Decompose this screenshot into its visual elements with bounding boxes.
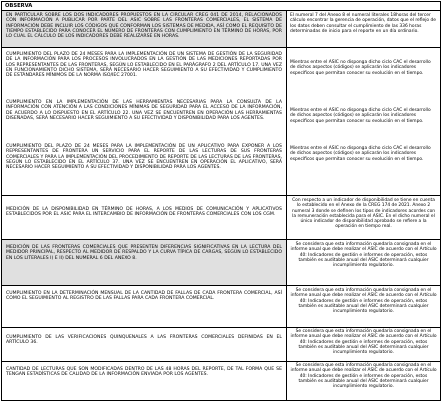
table-row [2, 100, 440, 144]
observation-text: Mientras entre el ASIC no disponga dicho ciclo CAC el desarrollo de dichos aspectos (códigos) se aplicarán los indicadores específicos que permitan conocer su evolución en el tiempo. [290, 60, 431, 76]
table-row [2, 328, 440, 362]
condition-text: CUMPLIMIENTO DEL PLAZO DE 24 MESES PARA LA IMPLEMENTACIÓN DE UN APLICATIVO PARA EXPONER A LOS REPRESENTANTES DE FRONTERA UN SERVICIO PARA EL REPORTE DE LAS LECTURAS DE SUS FRONTERAS COMERCIALES Y PARA LA IMPLEMENTACIÓN DEL PROCEDIMIENTO DE REPORTE DE LAS LECTURAS DE LAS FRONTERAS, SEGÚN LO ESTABLECIDO EN EL ARTÍCULO 37. UNA VEZ SE ENCUENTREN EN OPERACIÓN EL APLICATIVO, SERÁ NECESARIO HACER SEGUIMIENTO A SU EFECTIVIDAD Y DISPONIBILIDAD PARA LOS AGENTES. [6, 144, 282, 171]
observation-text: Se considera que esta información quedaría consignada en el informe anual que debe realizar el ASIC de acuerdo con el Artículo 40: Indicadores de gestión e informes de operación, estos también es auditable anual del ASIC determinará cualquier incumplimiento regulatorio. [290, 363, 437, 390]
observation-text: Mientras entre el ASIC no disponga dicho ciclo CAC el desarrollo de dichos aspectos (códigos) se aplicarán los indicadores específicos que permitan conocer su evolución en el tiempo. [290, 108, 431, 124]
condition-text: EN PARTICULAR SOBRE LOS DOS INDICADORES PROPUESTOS EN LA CIRCULAR CREG 041 DE 2014, RELACIONADOS CON INFORMACIÓN A PUBLICAR POR PARTE DEL ASIC SOBRE LAS FRONTERAS COMERCIALES, EL SISTEMA DE INFORMACIÓN DEBE INCLUIR LOS CÓDIGOS QUE CONFORMAN LOS SISTEMAS DE MEDIDA, ASÍ COMO EL REQUISITO DE TIEMPO ESTABLECIDO PARA CONOCER EL NÚMERO DE FRONTERAS CON CUMPLIMIENTO EN TÉRMINO DE HORAS, POR LO CUAL EL CÁLCULO DE LOS INDICADORES DEBE REALIZARSE EN HORAS. [6, 13, 282, 40]
observation-text: Con respecto a un indicador de disponibilidad se tiene en cuenta lo establecido en el Anexo de la CREG 174 de 2021. Anexo 2 numeral 3 donde se definen los tipos de indicadores acordes con la remuneración establecida para el ASIC. En el dicho numeral el único indicador de disponibilidad aprobado se refiere a la operación en tiempo real. [291, 198, 436, 230]
observation-text: Se considera que esta información quedaría consignada en el informe anual que debe realizar el ASIC de acuerdo con el Artículo 40: Indicadores de gestión e informes de operación, estos también es auditable anual del ASIC determinará cualquier incumplimiento regulatorio. [290, 329, 437, 356]
table-row [2, 196, 440, 240]
table-row [2, 286, 440, 328]
condition-text: MEDICIÓN DE LA DISPONIBILIDAD EN TÉRMINO DE HORAS, A LOS MEDIOS DE COMUNICACIÓN Y APLICATIVOS ESTABLECIDOS POR EL ASIC PARA EL INTERCAMBIO DE INFORMACIÓN DE FRONTERAS COMERCIALES CON LOS CGM. [6, 207, 282, 218]
condition-text: CUMPLIMIENTO DEL PLAZO DE 24 MESES PARA LA IMPLEMENTACIÓN DE UN SISTEMA DE GESTIÓN DE LA SEGURIDAD DE LA INFORMACIÓN PARA LOS PROCESOS INVOLUCRADOS EN LA GESTIÓN DE LAS MEDICIONES REPORTADAS POR LOS REPRESENTANTES DE LAS FRONTERAS, SEGÚN LO ESTABLECIDO EN EL PARÁGRAFO 2 DEL ARTÍCULO 17. UNA VEZ EN FUNCIONAMIENTO DICHO SISTEMA, SERÁ NECESARIO HACER SEGUIMIENTO A SU EFECTIVIDAD Y CUMPLIMIENTO DE ESTÁNDARES MÍNIMOS DE LA NORMA ISO/IEC 27001. [6, 52, 282, 79]
condition-text: CANTIDAD DE LECTURAS QUE SON MODIFICADAS DENTRO DE LAS 48 HORAS DEL REPORTE, DE TAL FORMA QUE SE TENGAN ESTADÍSTICAS DE CALIDAD DE LA INFORMACIÓN ENVIADA POR LOS AGENTES. [6, 367, 282, 378]
table-row [2, 240, 440, 286]
table-row [2, 144, 440, 196]
condition-text: CUMPLIMIENTO EN LA IMPLEMENTACIÓN DE LAS HERRAMIENTAS NECESARIAS PARA LA CONSULTA DE LA INFORMACIÓN CON ATENCIÓN A LAS CONDICIONES MÍNIMAS DE SEGURIDAD PARA EL ACCESO DE LA INFORMACIÓN, DE ACUERDO A LO DISPUESTO EN EL ARTÍCULO 22. UNA VEZ SE ENCUENTREN EN OPERACIÓN LAS HERRAMIENTAS DISEÑADAS, SERÁ NECESARIO HACER SEGUIMIENTO A SU EFECTIVIDAD Y DISPONIBILIDAD PARA LOS AGENTES. [6, 100, 282, 121]
table-row [2, 48, 440, 100]
observation-text: Mientras entre el ASIC no disponga dicho ciclo CAC el desarrollo de dichos aspectos (códigos) se aplicarán los indicadores específicos que permitan conocer su evolución en el tiempo. [290, 146, 431, 162]
observations-table [1, 1, 441, 401]
condition-text: CUMPLIMIENTO DE LAS VERIFICACIONES QUINQUENALES A LAS FRONTERAS COMERCIALES DEFINIDAS EN EL ARTÍCULO 36. [6, 335, 282, 346]
column-header-label: OBSERVA [5, 3, 33, 9]
observation-text: Se considera que esta información quedaría consignada en el informe anual que debe realizar el ASIC de acuerdo con el Artículo 40: Indicadores de gestión e informes de operación, estos también es auditable anual del ASIC determinará cualquier incumplimiento regulatorio. [290, 242, 437, 269]
observation-text: Se considera que esta información quedaría consignada en el informe anual que debe realizar el ASIC de acuerdo con el Artículo 40: Indicadores de gestión e informes de operación, estos también es auditable anual del ASIC determinará cualquier incumplimiento regulatorio. [290, 288, 437, 315]
condition-text: MEDICIÓN DE LAS FRONTERAS COMERCIALES QUE PRESENTEN DIFERENCIAS SIGNIFICATIVAS EN LA LECTURA DEL MEDIDOR PRINCIPAL, RESPECTO AL MEDIDOR DE RESPALDO Y LA CURVA TÍPICA DE CARGAS, SEGÚN LO ESTABLECIDO EN LOS LITERALES I) E II) DEL NUMERAL 6 DEL ANEXO 8. [6, 245, 282, 261]
condition-text: CUMPLIMIENTO EN LA DETERMINACIÓN MENSUAL DE LA CANTIDAD DE FALLAS DE CADA FRONTERA COMERCIAL, ASÍ COMO EL SEGUIMIENTO AL REGISTRO DE LAS FALLAS PARA CADA FRONTERA COMERCIAL. [6, 291, 282, 302]
table-row [2, 362, 440, 400]
column-header [2, 2, 440, 11]
observation-text: El numeral 7 del Anexo 8 el numeral literales 18horas del tercer cálculo encontrar la gerencia de operación, datos que el reflejo de los datos deben consultar el cumplimiento de las 336 horas determinadas de inicio para el reporte en un día ordinario. [290, 13, 436, 34]
table-row [2, 11, 440, 48]
